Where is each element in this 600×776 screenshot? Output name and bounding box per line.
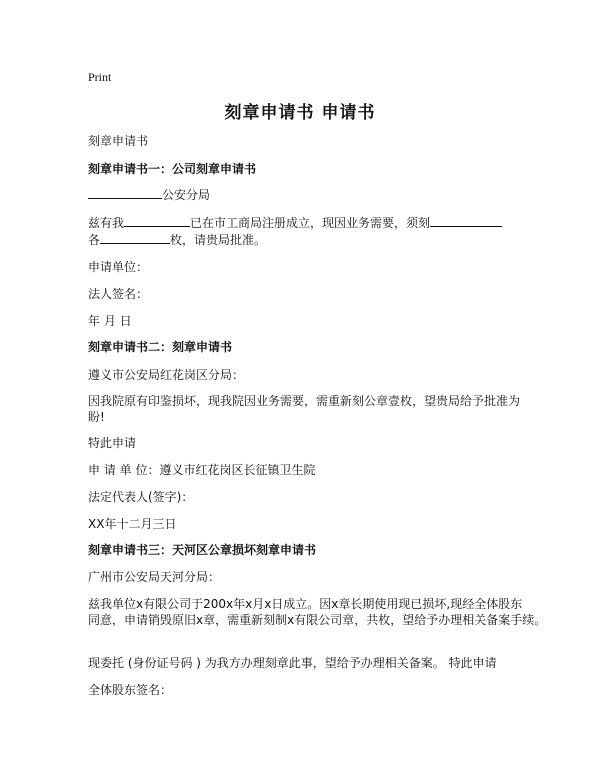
blank-line	[124, 214, 190, 227]
section3-body-line1: 兹我单位x有限公司于200x年x月x日成立。因x章长期使用现已损坏,现经全体股东	[88, 597, 523, 611]
section3-addressee: 广州市公安局天河分局：	[88, 570, 221, 584]
section2-applicant: 申 请 单 位：遵义市红花岗区长征镇卫生院	[88, 463, 316, 477]
addressee-suffix: 公安分局	[162, 188, 211, 202]
section2-date: XX年十二月三日	[88, 517, 177, 531]
text-fragment: 兹有我	[88, 216, 125, 230]
section1-body-line2	[88, 231, 518, 250]
print-label[interactable]: Print	[88, 70, 112, 84]
text-fragment: 已在市工商局注册成立，现因业务需要，须刻	[190, 216, 431, 230]
section1-date: 年 月 日	[88, 314, 132, 328]
section2-representative: 法定代表人(签字)：	[88, 490, 194, 504]
text-fragment: 枚，请贵局批准。	[170, 233, 267, 247]
blank-line	[88, 186, 162, 199]
section1-addressee	[88, 186, 518, 205]
section2-heading: 刻章申请书二：刻章申请书	[88, 340, 233, 354]
section2-body-line2: 盼!	[88, 410, 105, 424]
text-fragment: 各	[88, 233, 101, 247]
section3-body-line2: 同意，申请销毁原旧x章，需重新刻制x有限公司章，共枚，望给予办理相关备案手续。	[88, 613, 547, 627]
section3-heading: 刻章申请书三：天河区公章损坏刻章申请书	[88, 543, 317, 557]
page-title: 刻章申请书 申请书	[224, 103, 376, 123]
section1-applicant: 申请单位：	[88, 260, 149, 274]
blank-line	[430, 214, 502, 227]
section3-entrust: 现委托 (身份证号码 ) 为我方办理刻章此事，望给予办理相关备案。 特此申请	[88, 656, 497, 670]
section2-closing: 特此申请	[88, 436, 137, 450]
section2-body-line1: 因我院原有印鉴损坏，现我院因业务需要，需重新刻公章壹枚，望贵局给予批准为	[88, 394, 521, 408]
section1-heading: 刻章申请书一：公司刻章申请书	[88, 162, 257, 176]
doc-subtitle: 刻章申请书	[88, 134, 149, 148]
blank-line	[100, 231, 170, 244]
section3-shareholders: 全体股东签名：	[88, 683, 173, 697]
section1-legal-sign: 法人签名：	[88, 287, 149, 301]
section2-addressee: 遵义市公安局红花岗区分局：	[88, 368, 245, 382]
